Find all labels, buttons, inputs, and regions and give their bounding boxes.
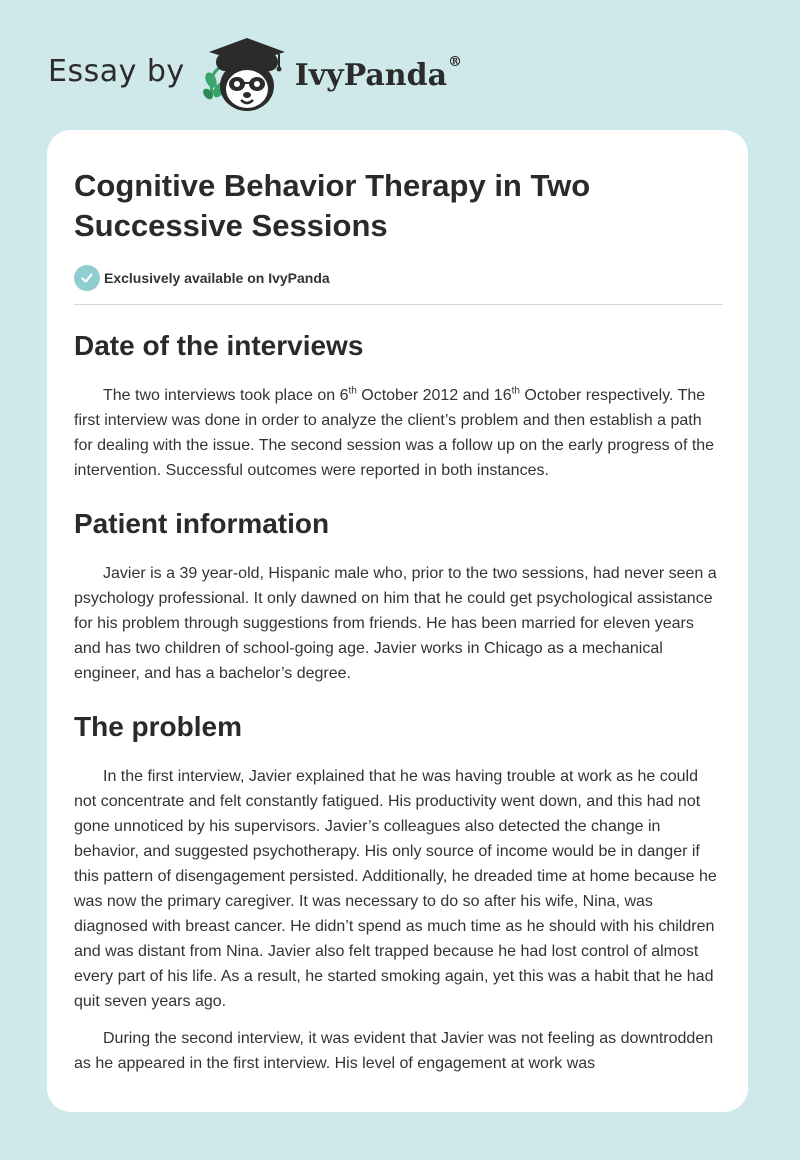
section-patient-information: [74, 507, 723, 686]
paragraph: Javier is a 39 year-old, Hispanic male who, prior to the two sessions, had never seen a psychology professional. It only dawned on him that he could get psychological assistance for his problem through suggestions from friends. He has been married for eleven years and has two children of school-going age. Javier works in Chicago as a mechanical engineer, and has a bachelor’s degree.: [74, 565, 717, 682]
paragraph-text: The two interviews took place on 6: [103, 387, 349, 404]
paragraph-text: October respectively. The first interview was done in order to analyze the client’s problem and then establish a path for dealing with the issue. The second session was a follow up on the early progress of the intervention. Successful outcomes were reported in both instances.: [74, 387, 715, 479]
paragraph: In the first interview, Javier explained that he was having trouble at work as he could not concentrate and felt constantly fatigued. His productivity went down, and this had not gone unnoticed by his supervisors. Javier’s colleagues also detected the change in behavior, and suggested psychotherapy. His only source of income would be in danger if this pattern of disengagement persisted. Additionally, he dreaded time at home because he was now the primary caregiver. It was necessary to do so after his wife, Nina, was diagnosed with breast cancer. He didn’t spend as much time as he should with his children and was distant from Nina. Javier also felt trapped because he had lost control of almost every part of his life. As a result, he started smoking again, yet this was a habit that he had quit seven years ago.: [74, 768, 717, 1010]
title-divider: [74, 304, 723, 305]
section-heading: Date of the interviews: [74, 330, 364, 361]
site-header: [48, 34, 462, 114]
essay-by-label: Essay by: [48, 53, 185, 89]
ordinal-suffix: th: [511, 385, 520, 397]
paragraph-text: October 2012 and 16: [356, 387, 512, 404]
ordinal-suffix: th: [348, 385, 357, 397]
registered-mark: ®: [448, 53, 463, 70]
exclusive-badge: [74, 264, 723, 292]
section-heading: The problem: [74, 711, 243, 742]
panda-graduate-logo-icon[interactable]: [199, 34, 291, 114]
section-heading: Patient information: [74, 508, 330, 539]
paragraph: [74, 383, 723, 483]
section-the-problem: [74, 710, 723, 1076]
section-date-of-interviews: [74, 329, 723, 483]
paragraph: During the second interview, it was evident that Javier was not feeling as downtrodden as he appeared in the first interview. His level of engagement at work was: [74, 1030, 714, 1072]
essay-content: [74, 166, 723, 1076]
essay-title: Cognitive Behavior Therapy in Two Successive Sessions: [74, 168, 591, 243]
brand-text: IvyPanda: [294, 57, 448, 93]
exclusive-badge-label: Exclusively available on IvyPanda: [104, 270, 330, 286]
brand-name[interactable]: [294, 53, 463, 93]
essay-card: [47, 130, 748, 1112]
check-circle-icon: [74, 265, 100, 291]
